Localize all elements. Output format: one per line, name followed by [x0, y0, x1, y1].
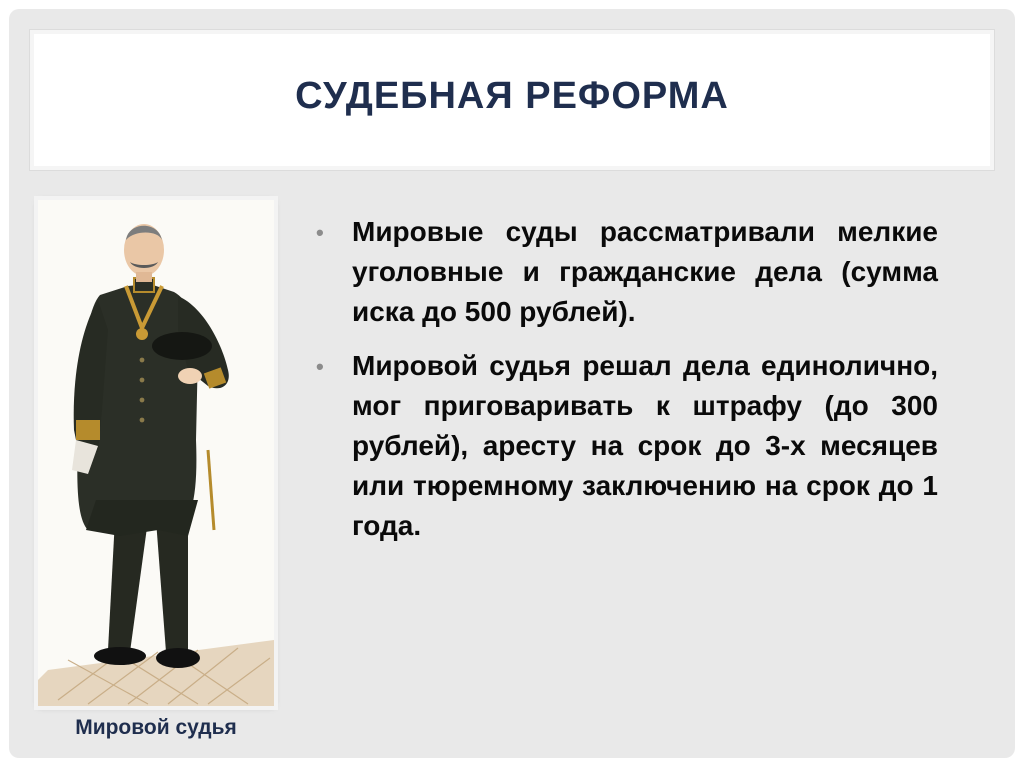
title-box: [30, 30, 994, 170]
judge-figure: [38, 200, 274, 706]
image-caption: Мировой судья: [75, 716, 237, 739]
bullet-text-1: Мировые суды рассматривали мелкие уголовные и гражданские дела (сумма иска до 500 рублей).: [352, 216, 938, 327]
bullet-list: [310, 212, 938, 560]
bullet-text-2: Мировой судья решал дела единолично, мог приговаривать к штрафу (до 300 рублей), аресту на срок до 3-х месяцев или тюремному заключению на срок до 1 года.: [352, 350, 938, 541]
slide-title: СУДЕБНАЯ РЕФОРМА: [295, 74, 729, 117]
bullet-item: [310, 346, 938, 546]
bullet-marker: •: [316, 220, 324, 245]
judge-illustration: [38, 200, 274, 706]
bullet-marker: •: [316, 354, 324, 379]
bullet-item: [310, 212, 938, 332]
